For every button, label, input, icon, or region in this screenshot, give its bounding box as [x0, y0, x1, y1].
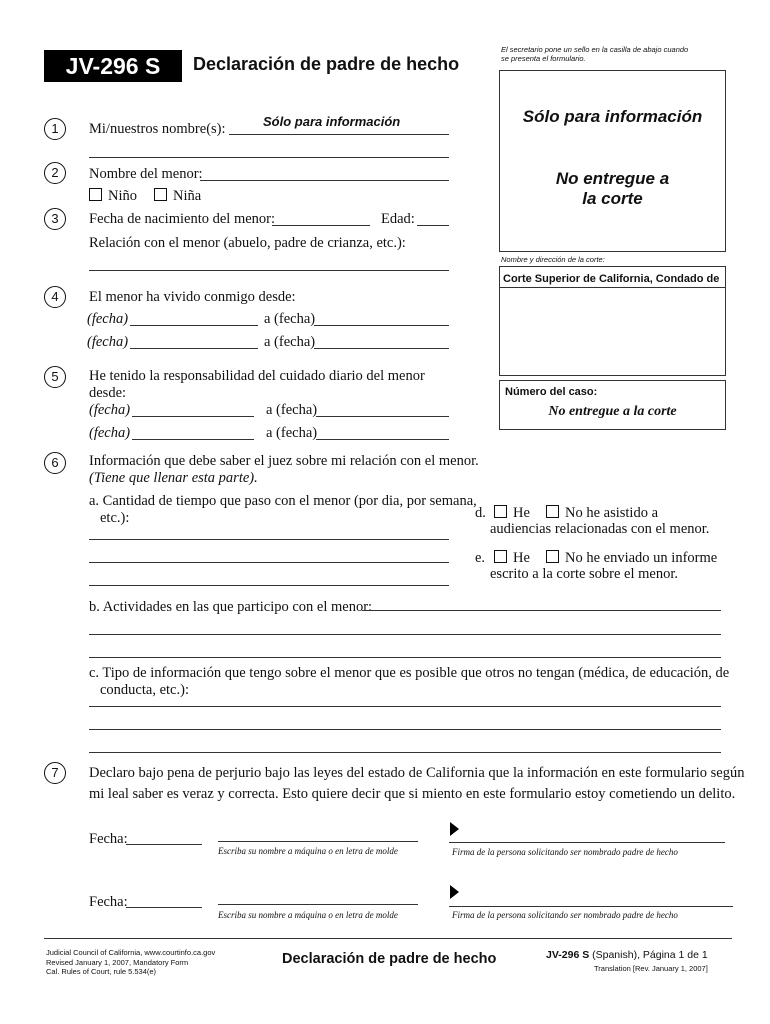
footer-form-id: JV-296 S [546, 949, 590, 961]
girl-label: Niña [173, 188, 202, 204]
clerk-note: El secretario pone un sello en la casilla de abajo cuando se presenta el formulario. [501, 45, 689, 63]
lived-from-1-line[interactable] [130, 325, 258, 326]
care-from-1-line[interactable] [132, 416, 254, 417]
care-to-2-line[interactable] [316, 439, 449, 440]
e-letter: e. [475, 550, 486, 566]
c-line-2[interactable] [89, 729, 721, 730]
stamp-title: Sólo para información [522, 107, 703, 126]
info-optional: (Tiene que llenar esta parte). [89, 470, 258, 486]
a-line-2[interactable] [89, 562, 449, 563]
footer-rule [44, 938, 732, 939]
care-from-2-label: (fecha) [89, 425, 131, 441]
court-name: Corte Superior de California, Condado de [503, 273, 720, 285]
declaration-line-2: mi leal saber es veraz y correcta. Esto quiere decir que si miento en este formulario estoy cometiendo un delito. [89, 786, 736, 802]
minor-name-line[interactable] [200, 180, 449, 181]
a-label-2: etc.): [100, 510, 130, 526]
date-line-1[interactable] [126, 844, 202, 845]
footer-revised: Revised January 1, 2007, Mandatory Form [46, 957, 189, 967]
care-label-1: He tenido la responsabilidad del cuidado diario del menor [89, 368, 425, 384]
date-label-2: Fecha: [89, 894, 128, 910]
d-no-option[interactable] [546, 505, 658, 522]
item-number-1: 1 [44, 118, 66, 140]
c-label-2: conducta, etc.): [100, 682, 189, 698]
typed-name-line-2[interactable] [218, 904, 418, 905]
dob-line[interactable] [272, 225, 370, 226]
court-box[interactable] [499, 266, 726, 376]
case-value: No entregue a la corte [548, 404, 677, 419]
declaration-line-1: Declaro bajo pena de perjurio bajo las leyes del estado de California que la información en este formulario según [89, 765, 745, 781]
e-he-checkbox[interactable] [494, 550, 507, 563]
d-rest: audiencias relacionadas con el menor. [490, 521, 710, 537]
boy-label: Niño [108, 188, 137, 204]
item-number-6: 6 [44, 452, 66, 474]
typed-name-hint-1: Escriba su nombre a máquina o en letra de molde [218, 846, 398, 856]
girl-option[interactable] [154, 188, 201, 205]
signature-arrow-icon [450, 885, 459, 899]
c-line-1[interactable] [89, 706, 721, 707]
lived-label: El menor ha vivido conmigo desde: [89, 289, 296, 305]
clerk-stamp-box[interactable] [499, 70, 726, 252]
care-from-1-label: (fecha) [89, 402, 131, 418]
e-no-option[interactable] [546, 550, 717, 567]
item-number-5: 5 [44, 366, 66, 388]
signature-arrow-icon [450, 822, 459, 836]
signature-line-1[interactable] [449, 842, 725, 843]
names-value[interactable]: Sólo para información [263, 114, 401, 129]
court-label: Nombre y dirección de la corte: [501, 255, 605, 264]
d-no-label: No he asistido a [565, 505, 659, 521]
lived-from-2-line[interactable] [130, 348, 258, 349]
form-title: Declaración de padre de hecho [193, 54, 460, 74]
item-number-4: 4 [44, 286, 66, 308]
relation-line[interactable] [89, 270, 449, 271]
lived-to-2-line[interactable] [314, 348, 449, 349]
signature-hint-2: Firma de la persona solicitando ser nombrado padre de hecho [452, 910, 678, 920]
e-he-option[interactable] [494, 550, 530, 567]
e-no-label: No he enviado un informe [565, 550, 718, 566]
footer-page: Página 1 de 1 [642, 949, 708, 961]
e-he-label: He [513, 550, 530, 566]
b-line-2[interactable] [89, 634, 721, 635]
stamp-subtitle: No entregue a la corte [555, 169, 670, 208]
lived-to-1-line[interactable] [314, 325, 449, 326]
care-to-2-label: a (fecha) [266, 425, 318, 441]
footer-lang: (Spanish), [592, 949, 640, 961]
d-he-checkbox[interactable] [494, 505, 507, 518]
a-label-1: a. Cantidad de tiempo que paso con el menor (por dia, por semana, [89, 493, 477, 509]
footer-left [46, 948, 215, 977]
footer-rule-text: Cal. Rules of Court, rule 5.534(e) [46, 967, 157, 976]
footer-translation: Translation [Rev. January 1, 2007] [594, 964, 708, 973]
care-from-2-line[interactable] [132, 439, 254, 440]
lived-to-2-label: a (fecha) [264, 334, 316, 350]
footer-title: Declaración de padre de hecho [282, 951, 497, 967]
b-line-3[interactable] [89, 657, 721, 658]
clerk-dot: . [501, 64, 504, 73]
boy-option[interactable] [89, 188, 137, 205]
minor-name-label: Nombre del menor: [89, 166, 203, 182]
a-line-1[interactable] [89, 539, 449, 540]
typed-name-hint-2: Escriba su nombre a máquina o en letra de molde [218, 910, 398, 920]
date-line-2[interactable] [126, 907, 202, 908]
boy-checkbox[interactable] [89, 188, 102, 201]
c-label-1: c. Tipo de información que tengo sobre el menor que es posible que otros no tengan (médica, de educación, de [89, 665, 730, 681]
case-label: Número del caso: [505, 386, 598, 398]
d-no-checkbox[interactable] [546, 505, 559, 518]
dob-label: Fecha de nacimiento del menor: [89, 211, 276, 227]
care-to-1-line[interactable] [316, 416, 449, 417]
relation-label: Relación con el menor (abuelo, padre de crianza, etc.): [89, 235, 406, 251]
item-number-3: 3 [44, 208, 66, 230]
d-he-option[interactable] [494, 505, 530, 522]
d-letter: d. [475, 505, 486, 521]
b-label: b. Actividades en las que participo con el menor: [89, 599, 373, 615]
care-label-2: desde: [89, 385, 127, 401]
e-rest: escrito a la corte sobre el menor. [490, 566, 679, 582]
names-label: Mi/nuestros nombre(s): [89, 121, 226, 137]
d-he-label: He [513, 505, 530, 521]
names-line-2[interactable] [89, 157, 449, 158]
lived-to-1-label: a (fecha) [264, 311, 316, 327]
c-line-3[interactable] [89, 752, 721, 753]
b-line-1[interactable] [362, 610, 721, 611]
age-line[interactable] [417, 225, 449, 226]
lived-from-1-label: (fecha) [87, 311, 129, 327]
footer-council: Judicial Council of California, www.courtinfo.ca.gov [46, 948, 216, 957]
e-no-checkbox[interactable] [546, 550, 559, 563]
footer-form-id-line [546, 949, 708, 961]
typed-name-line-1[interactable] [218, 841, 418, 842]
date-label-1: Fecha: [89, 831, 128, 847]
girl-checkbox[interactable] [154, 188, 167, 201]
names-line[interactable] [229, 134, 449, 135]
item-number-2: 2 [44, 162, 66, 184]
care-to-1-label: a (fecha) [266, 402, 318, 418]
signature-line-2[interactable] [449, 906, 733, 907]
signature-hint-1: Firma de la persona solicitando ser nombrado padre de hecho [452, 847, 678, 857]
a-line-3[interactable] [89, 585, 449, 586]
lived-from-2-label: (fecha) [87, 334, 129, 350]
form-number-badge: JV-296 S [44, 50, 182, 82]
age-label: Edad: [381, 211, 415, 227]
info-label: Información que debe saber el juez sobre mi relación con el menor. [89, 453, 479, 469]
case-number-box[interactable] [499, 380, 726, 430]
item-number-7: 7 [44, 762, 66, 784]
